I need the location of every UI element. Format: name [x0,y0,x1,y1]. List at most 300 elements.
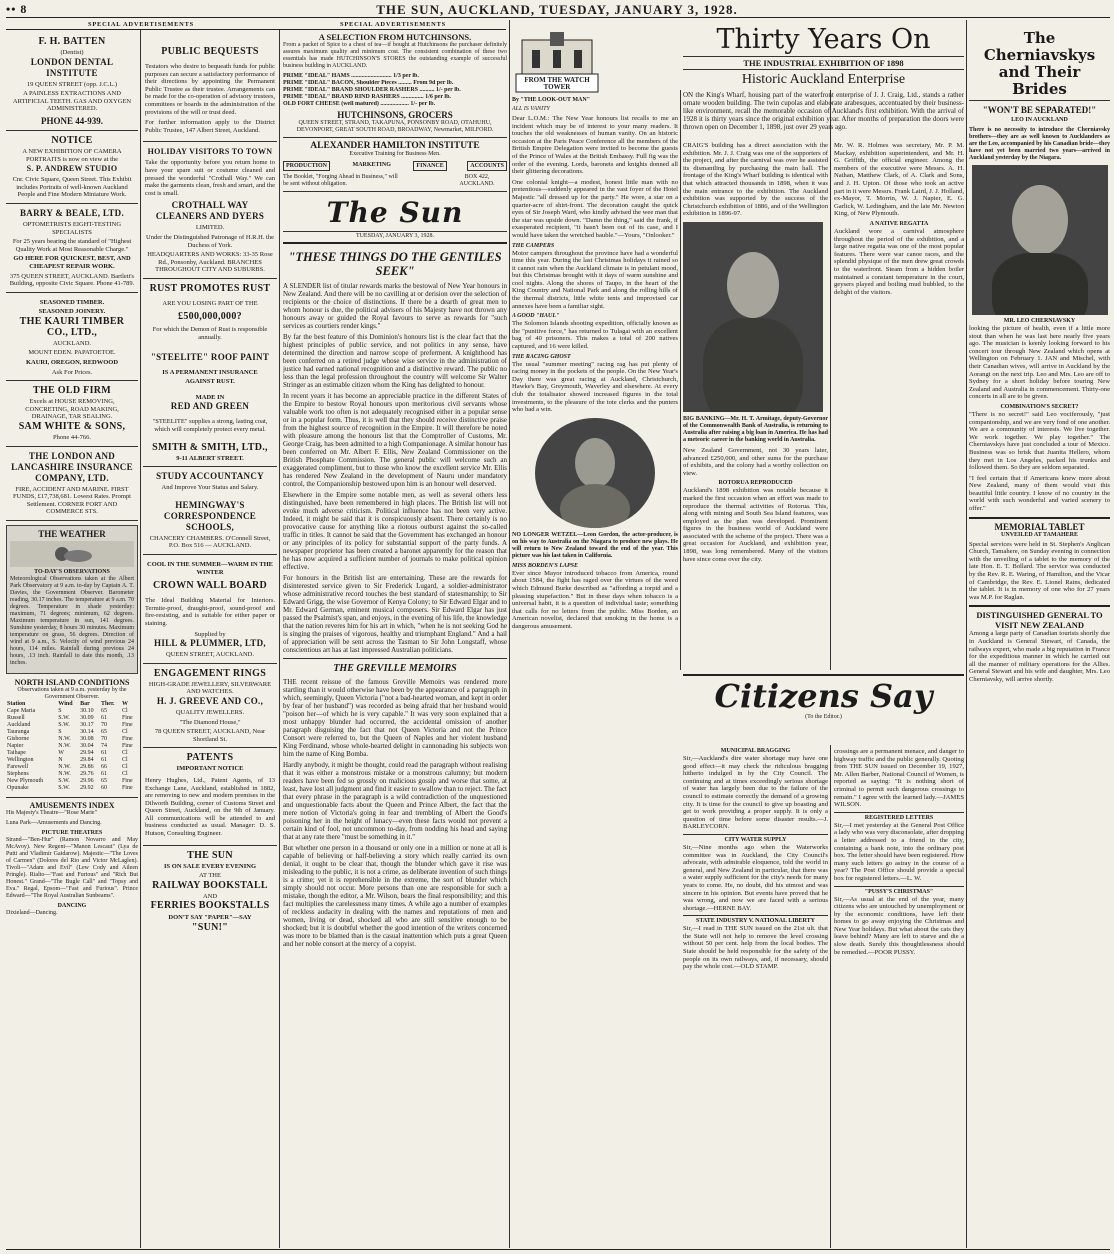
table-cell: 61 [100,715,107,721]
section-label-mid: SPECIAL ADVERTISEMENTS [340,21,446,28]
ad-heading: RAILWAY BOOKSTALL [152,879,268,891]
section-heading: AMUSEMENTS INDEX [29,801,115,810]
amusement-line: Dixieland—Dancing. [6,910,58,916]
photo-caption: NO LONGER WETZEL—Leon Gordon, the actor-producer, is on his way to Australia on the Niagara to produce new plays. He will return to New Zealand toward the end of the year. This picture was his last taken in California. [512,531,678,559]
column-1-ads [6,32,138,1248]
bottom-rule [6,1249,1110,1250]
citizens-say-headline: Citizens Say [714,678,933,715]
engagement-rings-ad [143,664,277,749]
table-cell: Fine [121,736,133,742]
table-header-cell: Wind [58,701,73,707]
table-cell: 66 [100,764,107,770]
table-cell: 30.10 [80,708,94,714]
feature-headline: Thirty Years On [716,26,931,55]
edition-date: TUESDAY, JANUARY 3, 1928. [283,231,507,240]
ad-heading: RED AND GREEN [170,401,250,412]
ad-heading: THE SUN [187,849,233,861]
article-text: Auckland's 1898 exhibition was notable because it marked the first occasion when an effort was made to reproduce the thermal activities of Rotorua. This, along with mining and South Sea Island features, was employed as the plan was developed. Prominent figures in the business world of Auckland were associated with the scheme of the project. There was a great occasion for Auckland, and exhibition year, 1898, was long remembered. Many of the visitors have since come over the city. [683,487,828,563]
section-subtitle: COMBINATION'S SECRET? [1000,403,1079,410]
section-subtitle: MISS BORDEN'S LAPSE [512,562,579,569]
table-cell: 29.84 [80,757,94,763]
weather-title: THE WEATHER [38,529,106,539]
price-list-item: PRIME "IDEAL" BRAND SHOULDER RASHERS .......... 1/- per lb. [283,87,461,93]
ad-heading: ENGAGEMENT RINGS [153,667,267,679]
section-heading: NORTH ISLAND CONDITIONS [14,678,130,687]
table-cell: Fine [121,785,133,791]
article-subheadline: UNVEILED AT TAMAHERE [1001,531,1078,538]
table-cell: Cl [121,750,128,756]
ad-heading: HUTCHINSONS, GROCERS [337,110,453,120]
ad-heading: FERRIES BOOKSTALLS [150,900,270,912]
ad-text: Excels at HOUSE REMOVING, CONCRETING, ROAD MAKING, DRAINAGE, TAR SEALING. [25,398,119,421]
letter-text: Sir,—I met yesterday at the General Post Office a lady who was very disconsolate, after dropping a letter addressed to a friend in the city, containing a bank note, into the ordinary post box. The letter should have been registered. How many such letters go astray in the course of a year? The Post Office should provide a special box for registered letters.—L. W. [834,821,964,882]
table-cell: Cl [121,708,128,714]
ad-heading: HOLIDAY VISITORS TO TOWN [147,147,273,157]
section-subtitle: THE CAMPERS [512,242,555,249]
article-paragraph: THE recent reissue of the famous Greville Memoirs was rendered more startling than it would otherwise have been by the appearance of a paragraph in which, seemingly, Queen Victoria ("not a bad-hearted woman, and kept in order by fear of her husband") was recorded as being afraid that her husband would "poison her—of which he is very capable." It was very soon explained that a most unhappy blunder had occurred, the accidental omission of another paragraph disguising the fact that not Queen Victoria and not the Prince Consort were referred to, but the Queen of Naples and her violent husband King Ferdinand, whose whole-hearted delight in cannonading his subjects won him the name of King Bomba. [283,678,507,758]
ad-heading: STUDY ACCOUNTANCY [156,471,264,482]
notice-ad [6,131,138,204]
logo-text: FROM THE WATCH TOWER [524,76,590,91]
section-label-left: SPECIAL ADVERTISEMENTS [88,21,194,28]
accountancy-ad [143,467,277,555]
table-cell: 70 [100,722,107,728]
ad-text: Supplied by [194,630,226,638]
armitage-photo [683,222,823,412]
ad-text: MOUNT EDEN. PAPATOETOE. [28,349,116,357]
north-island-conditions [6,678,138,792]
conditions-table [6,701,138,792]
letter-text: Sir,—Auckland's dire water shortage may have one good effect—it may check the ridiculous bragging hitherto indulged in by the City Council. The continuing and at times exceedingly serious shortage of water has largely been due to the failure of the council to estimate correctly the demand of a growing city. It is time for the council to give up boasting and get to work providing a proper supply. It is only a question of time before some disaster results.—J. BARLEYCORN. [683,755,828,831]
table-row [6,722,138,729]
ad-text: Under the Distinguished Patronage of H.R.H. the Duchess of York. [146,233,274,249]
ad-text: ARE YOU LOSING PART OF THE [162,299,258,307]
table-row [6,757,138,764]
ad-text: COOL IN THE SUMMER—WARM IN THE WINTER [147,561,273,576]
editorial-headline: "THESE THINGS DO THE GENTILES SEEK" [288,250,502,278]
section-subtitle: A GOOD "HAUL" [512,313,560,320]
table-row [6,778,138,785]
ad-text: A PAINLESS EXTRACTIONS AND ARTIFICIAL TEETH. GAS AND OXYGEN ADMINISTERED. [12,90,132,113]
ad-text: Take the opportunity before you return home to have your spare suit or costume cleaned and pressed the wonderful "Crothall Way." We can make the garments clean, fresh and smart, and the cost is small. [145,159,275,197]
article-text: "There is no secret!" said Leo vociferously, "just companionship, and we are very fond of one another. We are a community of interests. We live together. We work together. We play together." The Cherniavskys have just concluded a tour of Mexico. Business was so brisk that Juanita Hellero, whom they met in Los Angeles, packed his trunks and followed them. So they are seldom separated. [969,410,1110,472]
table-row [6,764,138,771]
ad-text: AUCKLAND. [52,339,92,347]
column-4-watch-tower [512,32,678,1248]
table-cell: N.W. [58,736,71,742]
ad-text: AGAINST RUST. [185,378,235,386]
ad-heading: RUST PROMOTES RUST [149,282,271,294]
ad-text: 9-11 ALBERT STREET. [176,454,244,462]
leo-cherniavsky-photo [972,165,1108,315]
table-cell: S.W. [58,785,70,791]
article-headline: MEMORIAL TABLET [969,517,1110,532]
ad-heading: F. H. BATTEN [38,36,106,47]
table-cell: 70 [100,736,107,742]
ad-heading: H. J. GREEVE AND CO., [156,695,264,706]
table-cell: Fine [121,743,133,749]
section-subtitle: PICTURE THEATRES [41,830,103,836]
column-2-ads [143,32,277,1248]
table-row [6,743,138,750]
table-cell: 74 [100,743,107,749]
letter-text: Sir,—I read in THE SUN issued on the 21st ult. that the State will not help to remove the level crossing without 50 per cent. help from the local bodies. The State should be held responsible for the safety of the people on its own railways, and, if necessary, should pay the whole cost.—OLD STAMP. [683,925,828,971]
table-header-cell: Ther. [100,701,115,707]
column-divider [966,20,967,1248]
rust-ad [143,279,277,467]
table-row [6,771,138,778]
patents-ad [143,748,277,845]
greville-body [283,678,507,948]
section-rule [6,29,506,30]
weather-box [6,525,138,674]
ad-text: KAURI, OREGON, REDWOOD [25,359,119,367]
thirty-years-left-col [683,142,828,672]
public-bequests-ad [143,32,277,142]
ad-heading: CROWN WALL BOARD [152,580,268,592]
ad-text: 78 QUEEN STREET, AUCKLAND, Near Shortland St. [154,728,266,743]
editorial-paragraph: In recent years it has become an appreciable practice in the different States of the Empire to bestow Royal honours upon meritorious civil servants whose valuable work too often is not adequately recognised either in a popular sense or in a popular form. Thus, it is well that they should receive distinctive praise from the highest source of recognition in the Empire. It will therefore be noted with pleasure among the honours list that the Comptroller of Customs, Mr. George Craig, has been admitted to a high Companionage. A similar honour has been conferred on Mr. Albert F. Ellis, New Zealand Commissioner on the British Phosphate Commission. The general public will welcome such an exaggerated compliment, but to those who know the excellent service Mr. Ellis has rendered New Zealand in the development of Nauru under mandatory control, the Companionship bestowed upon him is an honour well deserved. [283,392,507,488]
hamilton-institute-ad [283,138,507,192]
table-cell: S.W. [58,722,70,728]
article-text: Mr. W. R. Holmes was secretary, Mr. P. M. Mackay, exhibition superintendent, and Mr. H. G. Griffith, the official engineer. Among the members of the executive were Messrs. A. H. Nathan, Matthew Clark, of A. Clark and Sons, and J. H. Upton. Of those who took an active part in it were Messrs. Frank Laird, J. J. Holland, ex-Mayor, T. Morrin, W. J. Napier, E. G. Garlick, W. Ledingham, and the late Mr. Newton King, of New Plymouth. [834,142,964,218]
table-cell: 60 [100,785,107,791]
table-cell: Wellington [7,757,34,763]
table-row [6,708,138,715]
table-cell: 30.17 [80,722,94,728]
section-subtitle: A NATIVE REGATTA [869,220,929,227]
ad-text: For 25 years bearing the standard of "Highest Quality Work at Most Reasonable Charge." [12,238,132,253]
article-headline: THE GREVILLE MEMOIRS [333,663,457,674]
table-row [6,785,138,792]
ad-text: HIGH-GRADE JEWELLERY, SILVERWARE AND WATCHES. [148,680,272,696]
campers-text: Motor campers throughout the province have had a wonderful time this year. During the last Christmas holidays it rained so it cannot rain when the Auckland climate is in petulant mood, but this Christmas brought with it days of warm sunshine and cool nights. Along the shores of Taupo, in the heart of the King Country and National Park and along the rolling hills of the thermal districts, little white tents and improvised car annexes have been a familiar sight. [512,249,678,310]
masthead-rule [6,17,1110,18]
ad-heading: BARRY & BEALE, LTD. [20,207,124,218]
article-subheadline: "WON'T BE SEPARATED!" [982,105,1097,115]
section-subtitle: THE RACING GHOST [512,353,571,360]
table-cell: S.W. [58,715,70,721]
table-cell: 65 [100,708,107,714]
table-row [6,729,138,736]
letter-heading: CITY WATER SUPPLY [683,834,828,844]
amusement-line: His Majesty's Theatre—"Rose Marie" [6,810,98,816]
table-cell: Opunake [7,785,29,791]
citizens-left-col [683,748,828,1248]
ad-text: AT THE [199,872,221,880]
lancashire-insurance-ad [6,447,138,521]
ad-text: IMPORTANT NOTICE [176,765,244,773]
column-byline: By "THE LOOK-OUT MAN" [512,97,591,103]
ad-text: From a packet of Spice to a chest of tea—if bought at Hutchinsons the purchaser definitely assures maximum quality and minimum cost. The consistent combination of these two essentials has made HUTCHINSON'S STORES the outstanding example of successful business building in AUCKLAND. [283,42,507,69]
weather-subtitle: TO-DAY'S OBSERVATIONS [34,569,110,575]
racing-text: The usual "summer meeting" racing rag has put plenty of racing money in the pockets of the people. On the New Year's Day there was great racing at Auckland, Christchurch, Hawke's Bay, Greymouth, Waverley and elsewhere. At every club the totalisator showed increased figures in the total investments, to the pleasure of the tote clerks and the punters who had a win. [512,360,678,414]
service-tag: FINANCE [413,161,446,171]
ad-text: OPTOMETRISTS EIGHT-TESTING SPECIALISTS [22,220,122,236]
ad-text: 375 QUEEN STREET, AUCKLAND. Bartlett's Building, opposite Civic Square. Phone 41-789. [9,272,135,288]
watch-tower-logo [512,32,678,94]
table-cell: N [58,757,63,763]
weather-text: Meteorological Observations taken at the Albert Park Observatory at 9 a.m. to-day by Captain A. T. Davies, the Government Observer. Barometer reading, 30.17 inches. The temperature at 9 a.m. 70 degrees. Temperature in shade yesterday: maximum, 71 degrees; minimum, 62 degrees. Maximum temperature in sun, 141 degrees. Sunshine yesterday, 8 hours 30 minutes. Maximum temperature on grass, 56 degrees. Direction of wind at 9 a.m., S. Velocity of wind previous 24 hours, 114 miles. Rainfall during previous 24 hours, .13 inch. Rainfall to date this month, .13 inches. [10,576,134,666]
column-divider [279,30,280,1248]
citizens-say-subtitle: (To the Editor.) [805,714,842,720]
barry-beale-ad [6,204,138,293]
letter-heading: MUNICIPAL BRAGGING [720,748,791,754]
article-paragraph: One colonial knight—a modest, honest little man with no pretentious—suddenly appeared in the vast foyer of the Hotel Majestic "all dressed up for the party." He wore, a star on a quarter-acre of shirt-front. The decoration caught the quick eyes of Sir Joseph Ward, who kindly advised the wee man that the star was upside down. "Damn the thing," said the frank, if exasperated recipient, "it hasn't been out of its case, and I would have taken the wretched bauble."—Yours, "Onlooker." [512,178,678,239]
table-header-cell: Bar [80,701,90,707]
article-text: Auckland wore a carnival atmosphere throughout the period of the exhibition, and a large native regatta was one of the most popular features. There were war canoe races, and the splendid physique of the men drew great crowds to the waterfront. Steam from a hidden boiler maintained a constant temperature in the court, geysers played and boiling mud bubbled, to the delight of the visitors. [834,227,964,296]
service-tags [283,161,507,171]
greville-section [283,658,507,948]
ad-text: 19 QUEEN STREET (opp. J.C.L.) [26,80,118,88]
sun-bookstall-ad [143,846,277,937]
table-cell: 65 [100,729,107,735]
ad-heading: LONDON DENTAL INSTITUTE [30,56,114,78]
ad-heading: S. P. ANDREW STUDIO [26,164,118,174]
letter-text: Sir,—Nine months ago when the Waterworks committee was in Auckland, the City Council's advocate, with admirable eloquence, told the world in general, and New Zealand in particular, that there was a water supply sufficient for the city's needs for many years to come. He, no doubt, did his utmost and was sincere in his opinion. But events have proved that he was wrong, and now we are faced with a serious shortage.—HERNE BAY. [683,843,828,912]
table-header-cell: W [121,701,128,707]
article-headline: DISTINGUISHED GENERAL TO VISIT NEW ZEALAND [969,605,1110,630]
table-cell: Cl [121,771,128,777]
ad-text: LIMITED. [195,224,225,232]
table-cell: Farewell [7,764,28,770]
service-tag: MARKETING [352,162,391,168]
ad-text: Ask For Prices. [51,368,93,376]
table-cell: Taihape [7,750,26,756]
ad-heading: SAM WHITE & SONS, [18,421,126,433]
ad-text: Executive Training for Business Men. [349,151,441,157]
table-cell: Russell [7,715,25,721]
ad-text: Testators who desire to bequeath funds for public purposes can secure a satisfactory performance of their directions by appointing the Permanent Public Trustee as their trustee. Arrangements can be made for the co-operation of advisory trustees, committees or boards in the administration of the provisions of the will or trust deed. [145,63,275,116]
article-text: New Zealand Government, not 30 years later, advanced £250,000, and other sums for the purchase of exhibits, and the colony had a worthy collection on view. [683,446,828,477]
ad-heading: "STEELITE" ROOF PAINT [150,351,270,362]
table-header-row [6,701,138,708]
ad-text: For further information apply to the District Public Trustee, 147 Albert Street, Auckland. [145,119,275,134]
watch-tower-text [512,115,678,240]
amusement-list: Strand—"Ben-Hur" (Ramon Novarro and May McAvoy). New Regent—"Manon Lescaut" (Lya de Putti and Vladimir Gaidarow). Majestic—"The Loves of Carmen" (Dolores del Rio and Victor McLaglen). Tivoli—"Adam and Evil" (Lew Cody and Aileen Pringle). Rialto—"Fast and Furious" and "Rich But Honest." Grand—"The Bugle Call" and "Topsy and Eva." Regal, Epsom—"Fast and Furious". Prince Edward—"The Royal Australian Sunbeams". [6,837,138,899]
ad-text: SEASONED TIMBER. [39,298,105,306]
table-cell: 29.96 [80,778,94,784]
table-cell: Fine [121,715,133,721]
section-subtitle: Observations taken at 9 a.m. yesterday by the Government Observer. [17,687,127,700]
table-cell: 29.94 [80,750,94,756]
good-haul-text: The Solomon Islands shooting expedition, officially known as the "punitive force," has returned to Tulagai with an excellent bag of 40 prisoners. This makes a total of 200 natives captured, and 16 were killed. [512,320,678,351]
table-cell: 61 [100,750,107,756]
hutchinsons-ad [283,32,507,138]
service-tag: PRODUCTION [283,161,330,171]
article-paragraph: Dear L.O.M.: The New Year honours list recalls to me an incident which may be of interest to your many readers. It touches the old weaknesses of human vanity. On an historic occasion at the Paris Peace Conference all the members of the British Empire Delegation were invited to become the guests of the Prince of Wales at the British Embassy. Full fig was the order of the evening. Lords, baronets and knights donned all their glittering decorations. [512,115,678,176]
price-list-item: OLD FORT CHEESE (well matured) ................... 1/- per lb. [283,101,436,107]
ad-text: QUEEN STREET, STRAND, TAKAPUNA, PONSONBY ROAD, OTAHUHU, DEVONPORT, GREAT SOUTH ROAD, BROADWAY, Newmarket, MILFORD. [296,120,494,133]
old-firm-ad [6,381,138,446]
nameplate-logo: The Sun [326,196,464,229]
ad-text: A NEW EXHIBITION OF CAMERA PORTRAITS is now on view at the [22,147,122,163]
table-cell: 61 [100,757,107,763]
letter-heading: REGISTERED LETTERS [834,812,964,822]
service-tag: ACCOUNTS [467,161,507,171]
ad-text: Henry Hughes, Ltd., Patent Agents, of 13 Exchange Lane, Auckland, established in 1882, are removing to new and modern premises in the Dilworth Building, corner of Customs Street and Queen Street, Auckland, on the 9th of January. All communications will be attended to and business conducted as usual. Manager: D. S. Hutson, Consulting Engineer. [145,776,275,838]
ad-text: MADE IN [195,393,225,401]
column-divider [140,30,141,1248]
table-cell: Stephens [7,771,29,777]
ad-heading: £500,000,000? [178,311,242,323]
editorial-paragraph: For honours in the British list are entertaining. These are the rewards for disinterested service given to Sir Frederick Lugard, a soldier-administrator whose administrative record touches the best standard of statesmanship; to Sir Edward Grigg, the wise Governor of Kenya Colony; to Sir Edward Elgar and to Mr. Edward German, eminent musical composers. Sir Edward Elgar has just passed the Psalmist's span, and enjoys, in the evening of his life, the knowledge that the nation reveres him for his art in which, "when he is not seeking God he is singing the praises of vigorous, healthy and triumphant England." And a hail of appreciation will be sent across the Tasman to Sir John Longstaff, whose conscientious art has at last impressed Australian politicians. [283,574,507,654]
article-text: "I feel certain that if Americans knew more about New Zealand, many of them would visit this beautiful little country. I know of no country in the world with such wonderful and varied scenery to offer." [969,474,1110,513]
feature-subheadline: Historic Auckland Enterprise [741,72,906,87]
ad-heading: HEMINGWAY'S CORRESPONDENCE SCHOOLS, [163,499,257,532]
ad-text: AND [202,892,218,900]
photo-caption: BIG BANKING—Mr. H. T. Armitage, deputy-Governor of the Commonwealth Bank of Australia, is returning to Australia after raising a big loan in America. He has had a meteoric career in the banking world in Australia. [683,415,828,443]
table-cell: Napier [7,743,24,749]
ad-text: IS ON SALE EVERY EVENING [164,862,256,870]
page-number: •• 8 [6,2,28,16]
price-list-item: PRIME "IDEAL" HAMS ........................... 1/3 per lb. [283,73,419,79]
citizens-say-header [683,678,964,746]
price-list [283,73,507,108]
table-cell: N.W. [58,771,71,777]
ad-text: DON'T SAY "PAPER"—SAY [168,914,252,922]
table-cell: Fine [121,722,133,728]
article-byline: LEO IN AUCKLAND [1011,117,1068,123]
table-cell: Cl [121,764,128,770]
ad-text: And Improve Your Status and Salary. [161,484,259,492]
table-cell: New Plymouth [7,778,44,784]
editorial-paragraph: By far the best feature of this Dominion's honours list is the clear fact that the highest principles of public service, and not politics in any sense, have determined the direction and narrow scope of preferment. A knighthood has been conferred on a retired judge whose wise service in the administration of justice had earned national recognition and a distinctive reward. The public no less than the legal profession throughout the country will welcome Sir Walter Stringer as an estimable citizen whom the King has delighted to honour. [283,333,507,389]
ad-text: HEADQUARTERS AND WORKS: 33-35 Rose Rd., Ponsonby, Auckland. BRANCHES THROUGHOUT CITY AND SUBURBS. [147,251,273,274]
table-cell: Cape Maria [7,708,36,714]
table-cell: S.W. [58,778,70,784]
miss-borden-text: Ever since Mayor introduced tobacco from America, round about 1584, the fight has raged over the virtues of the weed which Edmund Burke described as "affording a torpid and a pleasing stupefaction." But in these days when tobacco is a universal habit, it is a question of individual taste; something that calls for no letters from the public. Miss Borden, an American novelist, declared that smoking in the home is a dangerous amusement. [512,569,678,630]
thirty-years-right-col [834,142,964,672]
table-cell: Fine [121,778,133,784]
ad-heading: A SELECTION FROM HUTCHINSONS. [318,32,472,42]
holiday-visitors-ad [143,142,277,279]
article-text: CRAIG'S building has a direct association with the exhibition. Mr. J. J. Craig was one of the supporters of the project, and after the carnival was over he assisted its dismantling by purchasing the main hall. The frontage of the King's Wharf building is identical with that which attracted thousands in 1898, when it was the main entrance to the exhibition. The Auckland exhibition was supported by the success of the Christchurch exhibition of 1886, and of the Wellington exhibition in 1896-97. [683,142,828,218]
table-cell: Gisborne [7,736,29,742]
amusement-line: Luna Park—Amusements and Dancing. [6,820,102,826]
table-cell: N.W. [58,764,71,770]
ad-text: SEASONED JOINERY. [38,308,106,316]
table-cell: 30.09 [80,715,94,721]
ad-heading: ALEXANDER HAMILTON INSTITUTE [310,141,480,151]
newspaper-nameplate [283,192,507,244]
photo-caption: MR. LEO CHERNIAVSKY [1003,318,1076,324]
batten-ad [6,32,138,131]
ad-text: IS A PERMANENT INSURANCE [162,368,258,376]
ad-heading: "SUN!" [191,922,229,934]
ad-text: FIRE, ACCIDENT AND MARINE. FIRST FUNDS, £17,738,681. Lowest Rates. Prompt Settlement. CORNER FORT AND COMMERCE STS. [13,485,131,516]
table-body [6,708,138,792]
section-subtitle: ROTORUA REPRODUCED [718,480,793,487]
ad-text: Cnr. Civic Square, Queen Street. This Exhibit includes Portraits of well-known Auckland People and Fine Modern Miniature Work. [12,176,132,199]
table-cell: W [58,750,64,756]
table-cell: 29.86 [80,764,94,770]
section-subtitle: DANCING [57,903,87,909]
sun-cloud-icon [10,541,134,567]
editorial-paragraph: A SLENDER list of titular rewards marks the bestowal of New Year honours in New Zealand. And there will be no cavilling at or derision over the selection of recipients or the choice of distinctions. If there be a dearth of great men to whom honour is due, the political advisers of his Majesty have not thrown any honours away or guided the Royal favours to serve as rewards for "such services as courtiers render kings." [283,282,507,330]
table-cell: Tauranga [7,729,30,735]
table-cell: N.W. [58,743,71,749]
section-subtitle: ALL IS VANITY [512,106,550,112]
amusements-index [6,797,138,917]
feature-subtitle: THE INDUSTRIAL EXHIBITION OF 1898 [683,56,964,70]
ad-text: The Ideal Building Material for Interiors. Termite-proof, draught-proof, sound-proof and fire-resisting, and is suitable for either paper or staining. [145,597,275,627]
ad-heading: PATENTS [186,752,234,764]
table-cell: S [58,708,62,714]
table-cell: Cl [121,757,128,763]
table-cell: Cl [121,729,128,735]
ad-phone: PHONE 44-939. [41,115,103,126]
letter-text: Sir,—As usual at the end of the year, many citizens who are untouched by unemployment or by the economic conditions, have left their homes to go away enjoying the Christmas and New Year holidays. But what about the cats they leave behind? Many are left to starve and die a slow death. Surely this thoughtlessness should be remedied.—POOR PUSSY. [834,895,964,956]
ad-text: "The Diamond House," [179,718,241,726]
table-cell: 30.08 [80,736,94,742]
column-3-editorial [283,32,507,1248]
leon-gordon-photo [535,418,655,528]
table-cell: 61 [100,771,107,777]
letter-heading: STATE INDUSTRY V. NATIONAL LIBERTY [683,915,828,925]
ad-text: BOX 422, AUCKLAND. [459,174,495,187]
ad-heading: HILL & PLUMMER, LTD, [154,638,266,649]
article-paragraph: But whether one person in a thousand or only one in a million or none at all is capable of believing or half-believing a story which really carried its own denial, it ought to be clear that, though the blunder which gave it rise was misleading to the public, it is not a crime, as deliberate invention of such things is a crime; yet it is reprehensible in the extreme, the sort of blunder which simply should not occur. More persons than one are responsible for such a mistake, though the editor, a Mr. Wilson, bears the final responsibility; and this fact multiplies the carelessness many times. A while ago a number of examples of reckless audacity in dealing with the names and reputations of men and women, living or dead, shocked all who are still sensitive enough to be shocked; but it is doubtful whether the good intention of the writers concerned was more to be blamed than is the casual inattention which puts a great Queen and her noble consort at the mercy of a copyist. [283,844,507,948]
ad-text: "STEELITE" supplies a strong, lasting coat, which will completely protect every metal. [152,418,268,434]
table-cell: 30.14 [80,729,94,735]
ad-heading: SMITH & SMITH, LTD., [152,441,268,453]
feature-intro: ON the King's Wharf, housing part of the waterfront enterprise of J. J. Craig, Ltd., stands a rather ornate wooden building. The twin cupolas and elaborate arabesques, accentuated by their business-like environment, recall the memorable occasion of Auckland's first exhibition. With the arrival of 1928 it is thirty years since the original exhibition year. After months of preparation the doors were thrown open on December 1, 1898, just over 29 years ago. [683,91,964,131]
ad-text: GO HERE FOR QUICKEST, BEST, AND CHEAPEST REPAIR WORK. [13,255,131,270]
ad-text: For which the Demon of Rust is responsible annually. [152,326,268,342]
table-row [6,750,138,757]
price-list-item: PRIME "IDEAL" BRAND RIND RASHERS ............... 1/6 per lb. [283,94,451,100]
article-paragraph: Hardly anybody, it might be thought, could read the paragraph without realising that it was either a monstrous mistake or a monstrous calumny; but modern readers have been fed so grossly on malicious gossip and worse that some, at least, have lost all judgment and find it easier to swallow than to reject. The fact that every phrase in the paragraph is a wild contradiction of the unquestioned and unquestionable facts about the Queen and Prince Albert, the fact that the mere notion of Victoria's going in fear and trembling of Albert the Good's poisoning her in the height of lunacy—even these facts would not prevent a certain kind of fool, not uncommon to-day, from nodding his head and saying that at any rate there "must be something in it." [283,761,507,841]
editorial-paragraph: Elsewhere in the Empire some notable men, as well as several others less distinguished, have been remembered in high places. The British list will not evoke much adverse criticism. Political influence has not been very active. Indeed, it might be said that it is conspicuously absent. There certainly is no provocative cause for anything like a riotous outburst against the so-called traffic in titles. It cannot be said that the Government has exchanged an honour or any principles of its policy for substantial support of the party funds. A newspaper proprietor has been created a baronet apparently for the reason that he has now acquired a sufficient number of journals to make political opinion effective. [283,491,507,571]
article-text: looking the picture of health, even if a little more stout than when he was last here nearly five years ago. The musician is keenly looking forward to his concert tour through New Zealand which opens at Wellington on February 1. JAN and Mischel, with their Canadian wives, will arrive in Auckland by the Aorangi on the next trip. Leo and Mrs. Leo are off to Sydney for a short holiday before touring New Zealand and Australia in commencement. Thirty-one concerts in all are to be given. [969,325,1110,401]
ad-heading: NOTICE [51,134,93,146]
ad-heading: PUBLIC BEQUESTS [161,46,259,57]
ad-text: (Dentist) [60,49,84,56]
table-cell: 65 [100,778,107,784]
table-cell: 29.76 [80,771,94,777]
kauri-timber-ad [6,293,138,382]
ad-text: QUEEN STREET, AUCKLAND. [166,651,254,659]
letter-heading: "PUSSY'S CHRISTMAS" [834,886,964,896]
column-divider [680,90,681,670]
table-cell: S [58,729,62,735]
table-header-cell: Station [7,701,26,707]
letter-text: crossings are a permanent menace, and danger to highway traffic and the public generally. Quoting from THE SUN issued on December 19, 1927, Mr. Allen Barber, National Council of Women, is reported as saying: "It is nothing short of criminal to permit such dangerous crossings to remain." I agree with the learned lady.—JAMES WILSON. [834,748,964,809]
ad-heading: THE LONDON AND LANCASHIRE INSURANCE COMPANY, LTD. [11,450,133,483]
article-text: Among a large party of Canadian tourists shortly due in Auckland is General Stewart, of Canada, the railways expert, who made a big reputation in France for the expeditious manner in which he carried out all the manner of military operations for the Allies. General Stewart and his wife and daughter, Mrs. Leo Cherniavsky, will arrive shortly. [969,630,1110,683]
table-row [6,736,138,743]
article-text: Special services were held in St. Stephen's Anglican Church, Tamahere, on Sunday evening in connection with the unveiling of a tablet to the memory of the late Hon. E. T. Bollard. The service was conducted by the Rev. R. E. Waring, of Hamilton, and the Vicar of Cambridge, the Rev. E. Lionel Rains, dedicated the tablet. It is in memory of one who for 27 years was M.P. for Raglan. [969,540,1110,601]
article-intro: There is no necessity to introduce the Cherniavsky brothers—they are as well known to Aucklanders as are the Leo, accompanied by his Canadian bride—they have not yet been married two years—arrived in Auckland yesterday by the Niagara. [969,127,1110,161]
table-cell: 29.92 [80,785,94,791]
section-rule [683,674,964,676]
table-cell: Auckland [7,722,31,728]
ad-text: QUALITY JEWELLERS. [175,708,245,716]
ad-text: The Booklet, "Forging Ahead in Business," will be sent without obligation. [283,174,398,187]
ad-text: Phone 44-766. [53,434,91,442]
column-6-cherniavskys [969,30,1110,1248]
column-divider [509,20,510,1248]
citizens-right-col [834,748,964,1248]
table-row [6,715,138,722]
crown-wall-board-ad [143,555,277,664]
article-headline: The Cherniavskys and Their Brides [969,30,1110,101]
price-list-item: PRIME "IDEAL" BACON, Shoulder Pieces ......... From 9d per lb. [283,80,454,86]
ad-heading: THE OLD FIRM [32,385,112,397]
ad-text: CHANCERY CHAMBERS. O'Connell Street, P.O. Box 516 — AUCKLAND. [149,534,271,550]
ad-heading: THE KAURI TIMBER CO., LTD., [19,315,125,338]
